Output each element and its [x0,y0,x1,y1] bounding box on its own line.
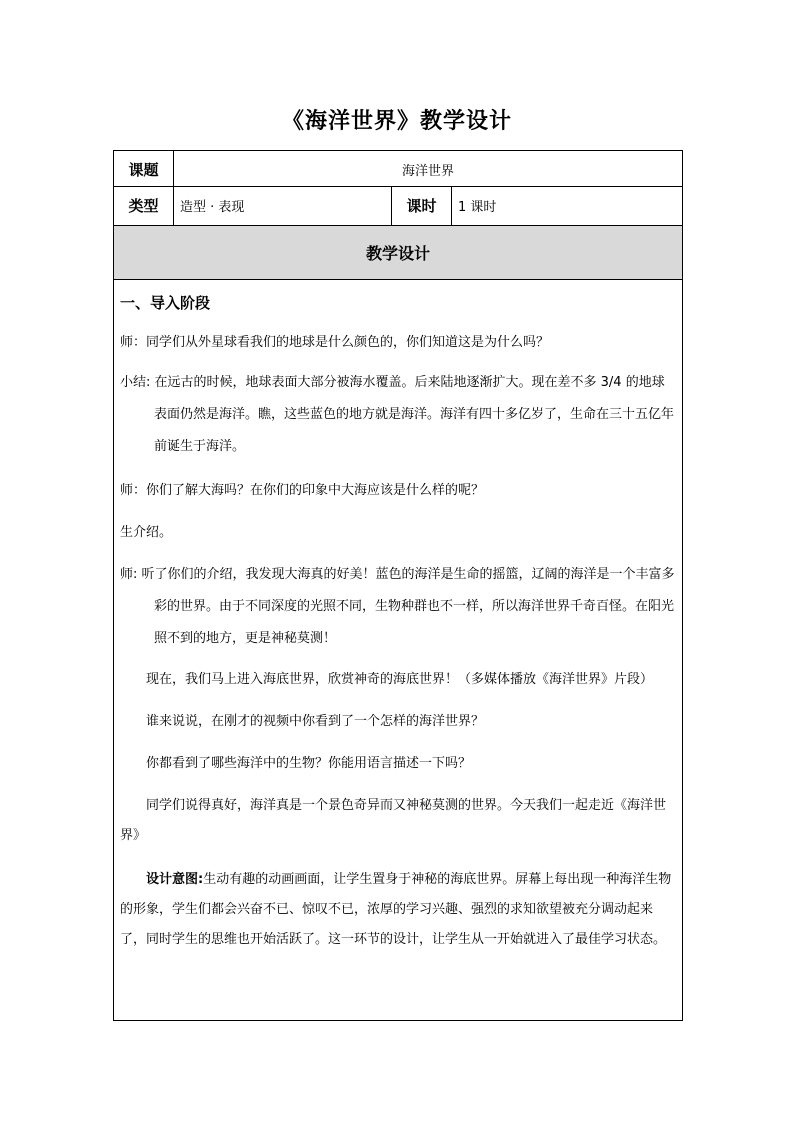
paragraph-10 [120,865,676,955]
lesson-table [113,150,683,1021]
row-content [114,280,683,1021]
paragraph-2: 小结: 在远古的时候，地球表面大部分被海水覆盖。后来陆地逐渐扩大。现在差不多 3/4 的地球表面仍然是海洋。瞧，这些蓝色的地方就是海洋。海洋有四十多亿岁了，生命在三十五亿年前诞生于海洋。 [120,375,675,454]
row-type [114,187,683,226]
row-topic [114,151,683,187]
type-label: 类型 [114,187,174,226]
topic-label: 课题 [114,151,174,187]
paragraph-3: 师：你们了解大海吗？在你们的印象中大海应该是什么样的呢？ [120,483,485,498]
paragraph-5: 师: 听了你们的介绍，我发现大海真的好美！蓝色的海洋是生命的摇篮，辽阔的海洋是一个丰富多彩的世界。由于不同深度的光照不同，生物种群也不一样，所以海洋世界千奇百怪。在阳光照不到的地方，更是神秘莫测！ [120,567,675,646]
paragraph-7: 谁来说说，在刚才的视频中你看到了一个怎样的海洋世界？ [146,714,485,729]
design-intent-text: 生动有趣的动画画面，让学生置身于神秘的海底世界。屏幕上每出现一种海洋生物的形象，学生们都会兴奋不已、惊叹不已，浓厚的学习兴趣、强烈的求知欲望被充分调动起来了，同时学生的思维也开始活跃了。这一环节的设计，让学生从一开始就进入了最佳学习状态。 [120,872,672,947]
document-title: 《海洋世界》教学设计 [281,109,512,134]
paragraph-1: 师：同学们从外星球看我们的地球是什么颜色的，你们知道这是为什么吗？ [120,335,550,350]
row-section-header [114,226,683,280]
period-label: 课时 [392,187,452,226]
stage-heading: 一、导入阶段 [120,294,211,312]
paragraph-6: 现在，我们马上进入海底世界，欣赏神奇的海底世界！（多媒体播放《海洋世界》片段） [146,672,654,687]
paragraph-8: 你都看到了哪些海洋中的生物？你能用语言描述一下吗？ [146,756,472,771]
section-header: 教学设计 [114,226,683,280]
paragraph-9: 同学们说得真好，海洋真是一个景色奇异而又神秘莫测的世界。今天我们一起走近《海洋世界》 [120,798,667,843]
topic-value: 海洋世界 [174,151,683,187]
period-value: 1 课时 [452,187,683,226]
content-cell [114,280,683,1021]
type-value: 造型 · 表现 [174,187,392,226]
design-intent-label: 设计意图: [146,872,204,887]
paragraph-4: 生介绍。 [120,525,173,540]
